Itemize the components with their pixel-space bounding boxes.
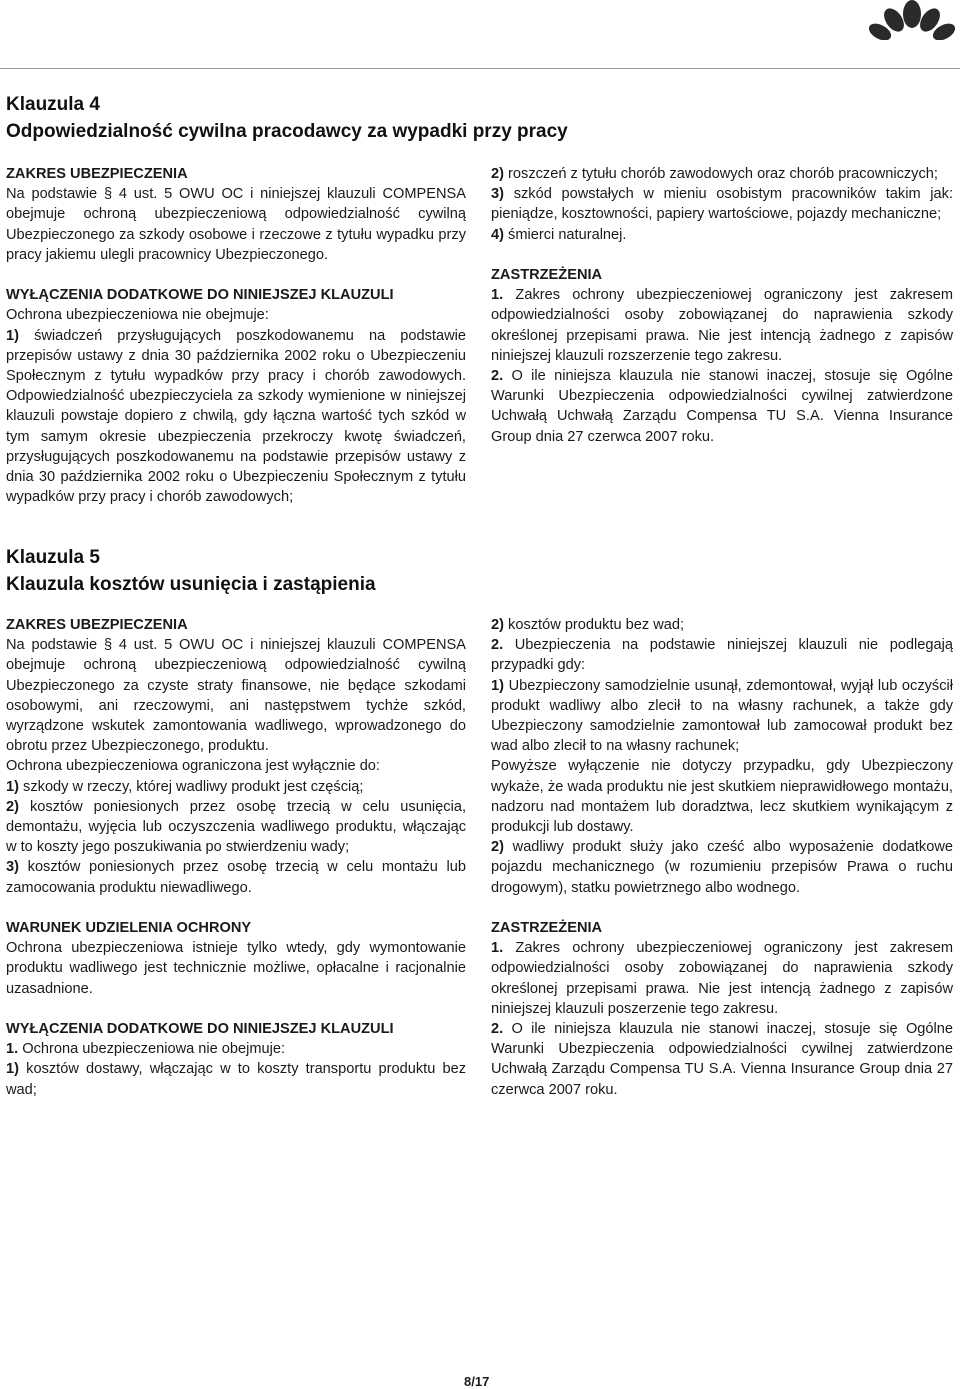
clause5-warunek-heading: WARUNEK UDZIELENIA OCHRONY [6, 920, 252, 937]
item-number: 2) [491, 166, 504, 182]
clause4-left-column [6, 164, 466, 507]
item-number: 1. [6, 1041, 19, 1058]
clause5-zakres-heading: ZAKRES UBEZPIECZENIA [6, 617, 188, 633]
clause5-ograniczona: Ochrona ubezpieczeniowa ograniczona jest wyłącznie do: [6, 758, 380, 775]
item-text: Zakres ochrony ubezpieczeniowej ograniczony jest zakresem odpowiedzialności osoby zobowiązanej do naprawienia szkody określonej przepisami prawa. Nie jest intencją żadnego z zapisów niniejszej klauzuli rozszerzenie tego zakresu. [491, 287, 953, 364]
clause5-wylaczenie-2 [491, 635, 953, 675]
header-divider [0, 68, 960, 69]
clause4-right-column [491, 164, 953, 447]
item-number: 2. [491, 368, 504, 385]
clause4-wylaczenie-4 [491, 225, 953, 245]
clause5-wylaczenie-1 [6, 1039, 466, 1059]
item-text: szkody w rzeczy, której wadliwy produkt jest częścią; [23, 778, 364, 795]
clause5-ograniczenie-1 [6, 777, 466, 797]
item-text: świadczeń przysługujących poszkodowanemu na podstawie przepisów ustawy z dnia 30 października 2002 roku o Ubezpieczeniu Społecznym z tytułu wypadków przy pracy i chorób zawodowych. Odpowiedzialność ubezpieczyciela za szkody wymienione w niniejszej klauzuli powstaje dopiero z chwilą, gdy łączna wartość tych szkód w tym samym okresie ubezpieczenia przekroczy kwotę świadczeń, przysługujących poszkodowanemu na podstawie przepisów ustawy z dnia 30 października 2002 roku o Ubezpieczeniu Społecznym z tytułu wypadków przy pracy i chorób zawodowych; [6, 327, 466, 506]
clause4-zastrzezenia-heading: ZASTRZEŻENIA [491, 267, 603, 283]
clause5-zastrzezenia-heading: ZASTRZEŻENIA [491, 920, 603, 937]
clause5-right-column [491, 615, 953, 1100]
item-number: 1. [491, 940, 504, 957]
item-text: roszczeń z tytułu chorób zawodowych oraz chorób pracowniczych; [508, 166, 938, 182]
item-text: kosztów produktu bez wad; [508, 617, 685, 633]
clause4-subtitle: Odpowiedzialność cywilna pracodawcy za wypadki przy pracy [6, 121, 568, 142]
item-text: kosztów dostawy, włączając w to koszty transportu produktu bez wad; [6, 1061, 466, 1098]
item-text: kosztów poniesionych przez osobę trzecią w celu montażu lub zamocowania produktu niewadliwego. [6, 859, 466, 896]
item-number: 1) [6, 1061, 19, 1078]
clause5-wylaczenie-2-1 [491, 676, 953, 757]
clause5-wylaczenie-1-1 [6, 1059, 466, 1099]
clause5-wylaczenie-2-1-extra: Powyższe wyłączenie nie dotyczy przypadku, gdy Ubezpieczony wykaże, że wada produktu nie jest skutkiem nieprawidłowego montażu, nadzoru nad montażem lub doradztwa, lecz skutkiem wynikającym z produkcji lub dostawy. [491, 758, 953, 836]
clause5-zakres-text: Na podstawie § 4 ust. 5 OWU OC i niniejszej klauzuli COMPENSA obejmuje ochroną ubezpieczeniową odpowiedzialność cywilną Ubezpieczonego za czyste straty finansowe, nie będące szkodami osobowymi, ani rzeczowymi, ani następstwem tychże szkód, wyrządzone wskutek zamontowania wadliwego, wprowadzonego do obrotu przez Ubezpieczonego, produktu. [6, 637, 466, 755]
clause4-wylaczenie-3 [491, 184, 953, 224]
clause5-title [6, 544, 376, 598]
clause5-subtitle: Klauzula kosztów usunięcia i zastąpienia [6, 574, 376, 595]
item-text: szkód powstałych w mieniu osobistym pracowników takim jak: pieniądze, kosztowności, papiery wartościowe, pojazdy mechaniczne; [491, 186, 953, 223]
item-number: 2) [6, 798, 19, 815]
item-number: 2) [491, 839, 504, 856]
item-number: 1) [491, 677, 504, 694]
clause5-wylaczenie-2-2 [491, 837, 953, 898]
item-number: 1. [491, 287, 504, 304]
clause5-left-column [6, 615, 466, 1100]
clause4-wylaczenie-2 [491, 164, 953, 184]
item-text: O ile niniejsza klauzula nie stanowi inaczej, stosuje się Ogólne Warunki Ubezpieczenia odpowiedzialności cywilnej zatwierdzone Uchwałą Uchwałą Zarządu Compensa TU S.A. Vienna Insurance Group dnia 27 czerwca 2007 roku. [491, 368, 954, 445]
item-number: 2. [491, 637, 504, 654]
clause4-zastrzezenie-2 [491, 366, 953, 447]
clause4-zastrzezenie-1 [491, 285, 953, 366]
clause5-wylaczenia-heading: WYŁĄCZENIA DODATKOWE DO NINIEJSZEJ KLAUZULI [6, 1021, 394, 1038]
item-text: wadliwy produkt służy jako cześć albo wyposażenie dodatkowe pojazdu mechanicznego (w rozumieniu przepisów Prawa o ruchu drogowym), statku powietrznego albo wodnego. [491, 839, 953, 896]
clause5-ograniczenie-2 [6, 797, 466, 858]
clause4-wylaczenia-intro: Ochrona ubezpieczeniowa nie obejmuje: [6, 307, 269, 324]
item-number: 1) [6, 327, 19, 344]
item-text: Ubezpieczony samodzielnie usunął, zdemontował, wyjął lub oczyścił produkt wadliwy albo zlecił to na własny rachunek, a także gdy Ubezpieczony samodzielnie zamontował lub zamocował produkt bez wad albo zlecił to na własny rachunek; [491, 677, 953, 755]
item-text: O ile niniejsza klauzula nie stanowi inaczej, stosuje się Ogólne Warunki Ubezpieczenia odpowiedzialności cywilnej zatwierdzone Uchwałą Zarządu Compensa TU S.A. Vienna Insurance Group dnia 27 czerwca 2007 roku. [491, 1021, 954, 1098]
clause5-warunek-text: Ochrona ubezpieczeniowa istnieje tylko wtedy, gdy wymontowanie produktu wadliwego jest technicznie możliwe, opłacalne i racjonalnie uzasadnione. [6, 940, 466, 997]
item-number: 2) [491, 617, 504, 633]
clause4-title [6, 91, 568, 145]
clause5-ograniczenie-3 [6, 857, 466, 897]
item-number: 1) [6, 778, 19, 795]
item-text: Zakres ochrony ubezpieczeniowej ograniczony jest zakresem odpowiedzialności osoby zobowiązanej do naprawienia szkody określonej przepisami prawa. Nie jest intencją żadnego z zapisów niniejszej klauzuli poszerzenie tego zakresu. [491, 940, 953, 1017]
clause5-number: Klauzula 5 [6, 547, 100, 568]
item-number: 3) [491, 186, 504, 203]
clause4-number: Klauzula 4 [6, 94, 100, 115]
item-text: Ochrona ubezpieczeniowa nie obejmuje: [22, 1041, 286, 1058]
clause5-wylaczenie-1-2 [491, 615, 953, 635]
item-text: kosztów poniesionych przez osobę trzecią w celu usunięcia, demontażu, wyjęcia lub oczyszczenia wadliwego produktu, włączając w to koszty jego poszukiwania po stwierdzeniu wady; [6, 798, 467, 856]
compensa-shell-logo-icon [864, 0, 960, 48]
item-number: 3) [6, 859, 19, 876]
clause5-zastrzezenie-2 [491, 1019, 953, 1100]
clause5-zastrzezenie-1 [491, 938, 953, 1019]
clause4-zakres-heading: ZAKRES UBEZPIECZENIA [6, 166, 188, 182]
item-text: Ubezpieczenia na podstawie niniejszej klauzuli nie podlegają przypadki gdy: [491, 637, 953, 674]
page-number: 8/17 [464, 1374, 490, 1389]
item-number: 2. [491, 1021, 504, 1038]
clause4-zakres-text: Na podstawie § 4 ust. 5 OWU OC i niniejszej klauzuli COMPENSA obejmuje ochroną ubezpieczeniową odpowiedzialność cywilną Ubezpieczonego za szkody osobowe i rzeczowe z tytułu wypadku przy pracy jakiemu ulegli pracownicy Ubezpieczonego. [6, 186, 466, 263]
item-text: śmierci naturalnej. [508, 226, 627, 243]
clause4-wylaczenie-1 [6, 326, 466, 508]
clause4-wylaczenia-heading: WYŁĄCZENIA DODATKOWE DO NINIEJSZEJ KLAUZULI [6, 287, 394, 304]
item-number: 4) [491, 226, 504, 243]
